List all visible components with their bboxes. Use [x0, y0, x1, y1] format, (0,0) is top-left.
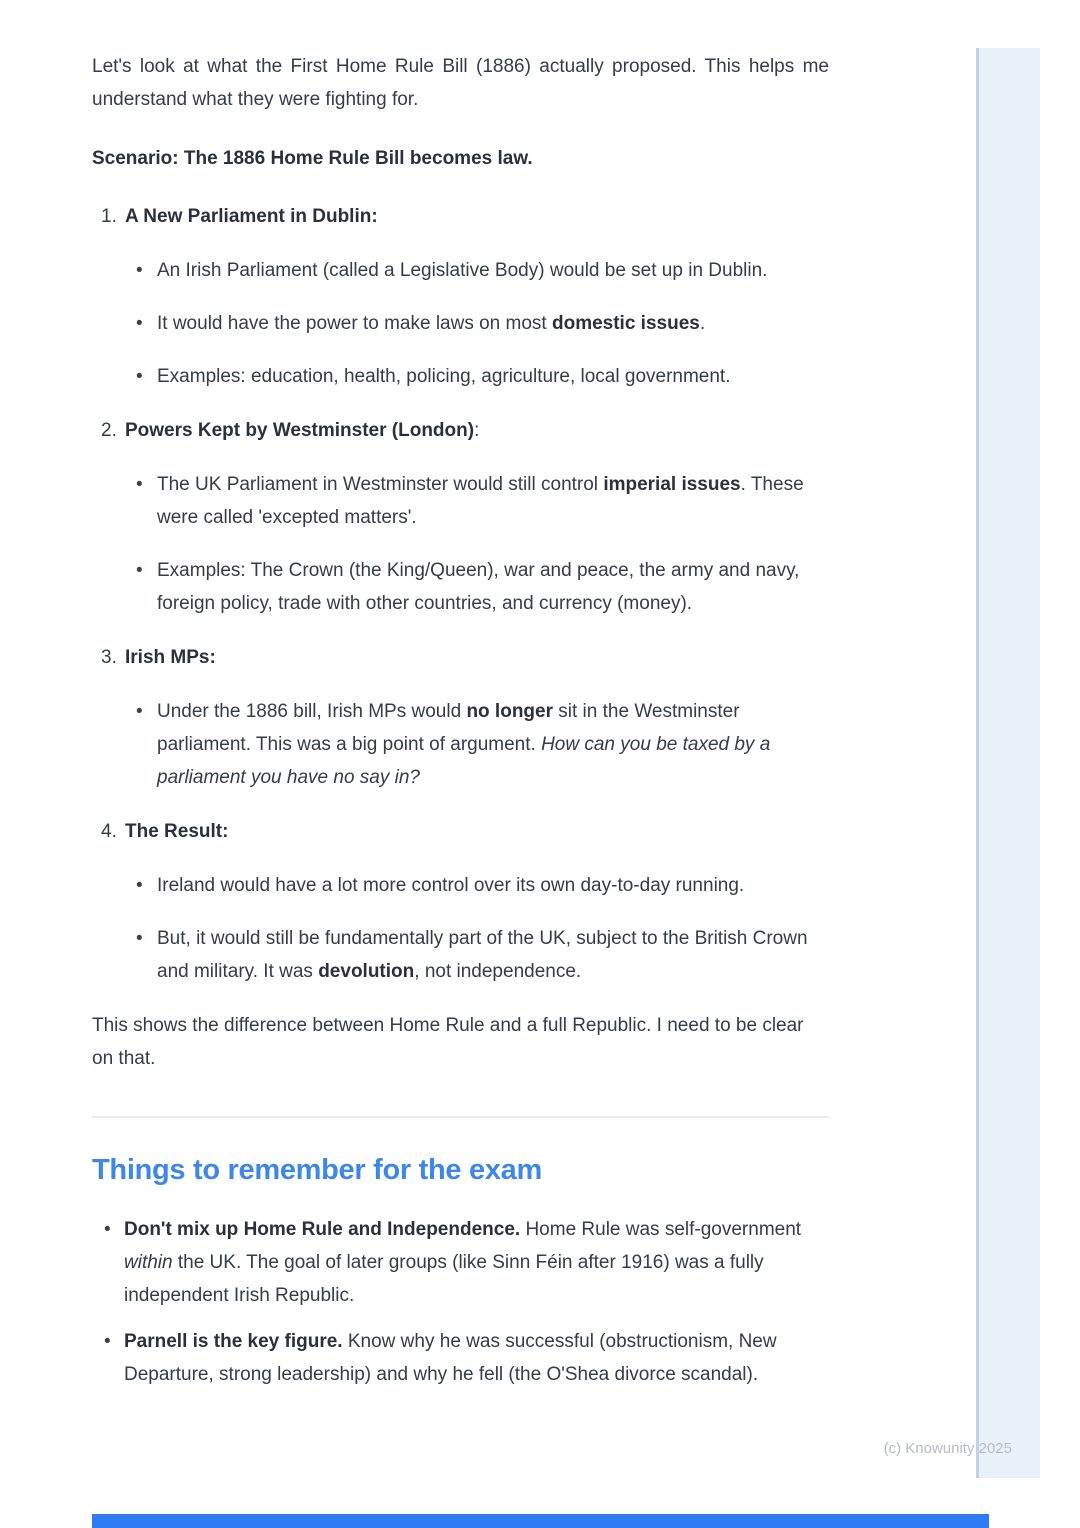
bullet-list	[136, 254, 829, 393]
item-number: 4.	[101, 821, 117, 842]
copyright-watermark: (c) Knowunity 2025	[883, 1440, 1012, 1457]
next-page-top-bar	[92, 1514, 989, 1528]
item-title: Powers Kept by Westminster (London):	[125, 420, 480, 441]
bullet-icon: •	[136, 474, 143, 495]
numbered-item-3	[92, 641, 829, 794]
item-title: A New Parliament in Dublin:	[125, 206, 378, 227]
list-item	[136, 468, 829, 534]
bullet-text: Examples: education, health, policing, agriculture, local government.	[157, 366, 731, 387]
section-divider	[92, 1116, 829, 1118]
bullet-icon: •	[136, 560, 143, 581]
bullet-icon: •	[136, 366, 143, 387]
item-number: 3.	[101, 647, 117, 668]
list-item	[104, 1213, 829, 1312]
bullet-text: But, it would still be fundamentally part of the UK, subject to the British Crown and military. It was devolution, not independence.	[157, 928, 808, 982]
bullet-text: Ireland would have a lot more control over its own day-to-day running.	[157, 875, 745, 896]
item-title: Irish MPs:	[125, 647, 216, 668]
bullet-icon: •	[136, 875, 143, 896]
list-item	[136, 869, 829, 902]
list-item	[136, 554, 829, 620]
page-content	[92, 50, 829, 1404]
list-item	[136, 695, 829, 794]
bullet-text: The UK Parliament in Westminster would still control imperial issues. These were called 'excepted matters'.	[157, 474, 804, 528]
bullet-text: Examples: The Crown (the King/Queen), war and peace, the army and navy, foreign policy, trade with other countries, and currency (money).	[157, 560, 800, 614]
bullet-icon: •	[136, 260, 143, 281]
bullet-text: It would have the power to make laws on most domestic issues.	[157, 313, 706, 334]
adjacent-page-edge-strip	[976, 48, 1040, 1478]
item-title-row	[92, 815, 829, 848]
bullet-text: An Irish Parliament (called a Legislative Body) would be set up in Dublin.	[157, 260, 768, 281]
numbered-item-4	[92, 815, 829, 988]
bullet-icon: •	[136, 701, 143, 722]
item-title-row	[92, 414, 829, 447]
list-item	[136, 922, 829, 988]
numbered-item-1	[92, 200, 829, 393]
bullet-list	[136, 468, 829, 620]
item-title-row	[92, 200, 829, 233]
intro-paragraph: Let's look at what the First Home Rule Bill (1886) actually proposed. This helps me understand what they were fighting for.	[92, 56, 829, 110]
exam-section-heading: Things to remember for the exam	[92, 1154, 542, 1186]
item-number: 2.	[101, 420, 117, 441]
numbered-item-2	[92, 414, 829, 620]
bullet-text: Don't mix up Home Rule and Independence. Home Rule was self-government within the UK. The goal of later groups (like Sinn Féin after 1916) was a fully independent Irish Republic.	[124, 1219, 802, 1306]
list-item	[136, 254, 829, 287]
bullet-text: Parnell is the key figure. Know why he was successful (obstructionism, New Departure, strong leadership) and why he fell (the O'Shea divorce scandal).	[124, 1331, 777, 1385]
bullet-icon: •	[136, 928, 143, 949]
scenario-heading: Scenario: The 1886 Home Rule Bill becomes law.	[92, 148, 533, 169]
item-number: 1.	[101, 206, 117, 227]
bullet-list	[136, 695, 829, 794]
bullet-text: Under the 1886 bill, Irish MPs would no longer sit in the Westminster parliament. This was a big point of argument. How can you be taxed by a parliament you have no say in?	[157, 701, 771, 788]
bullet-list	[136, 869, 829, 988]
bullet-icon: •	[104, 1331, 111, 1352]
bullet-icon: •	[104, 1219, 111, 1240]
list-item	[136, 360, 829, 393]
item-title: The Result:	[125, 821, 229, 842]
item-title-row	[92, 641, 829, 674]
list-item	[104, 1325, 829, 1391]
bullet-icon: •	[136, 313, 143, 334]
list-item	[136, 307, 829, 340]
closing-paragraph: This shows the difference between Home Rule and a full Republic. I need to be clear on that.	[92, 1015, 804, 1069]
